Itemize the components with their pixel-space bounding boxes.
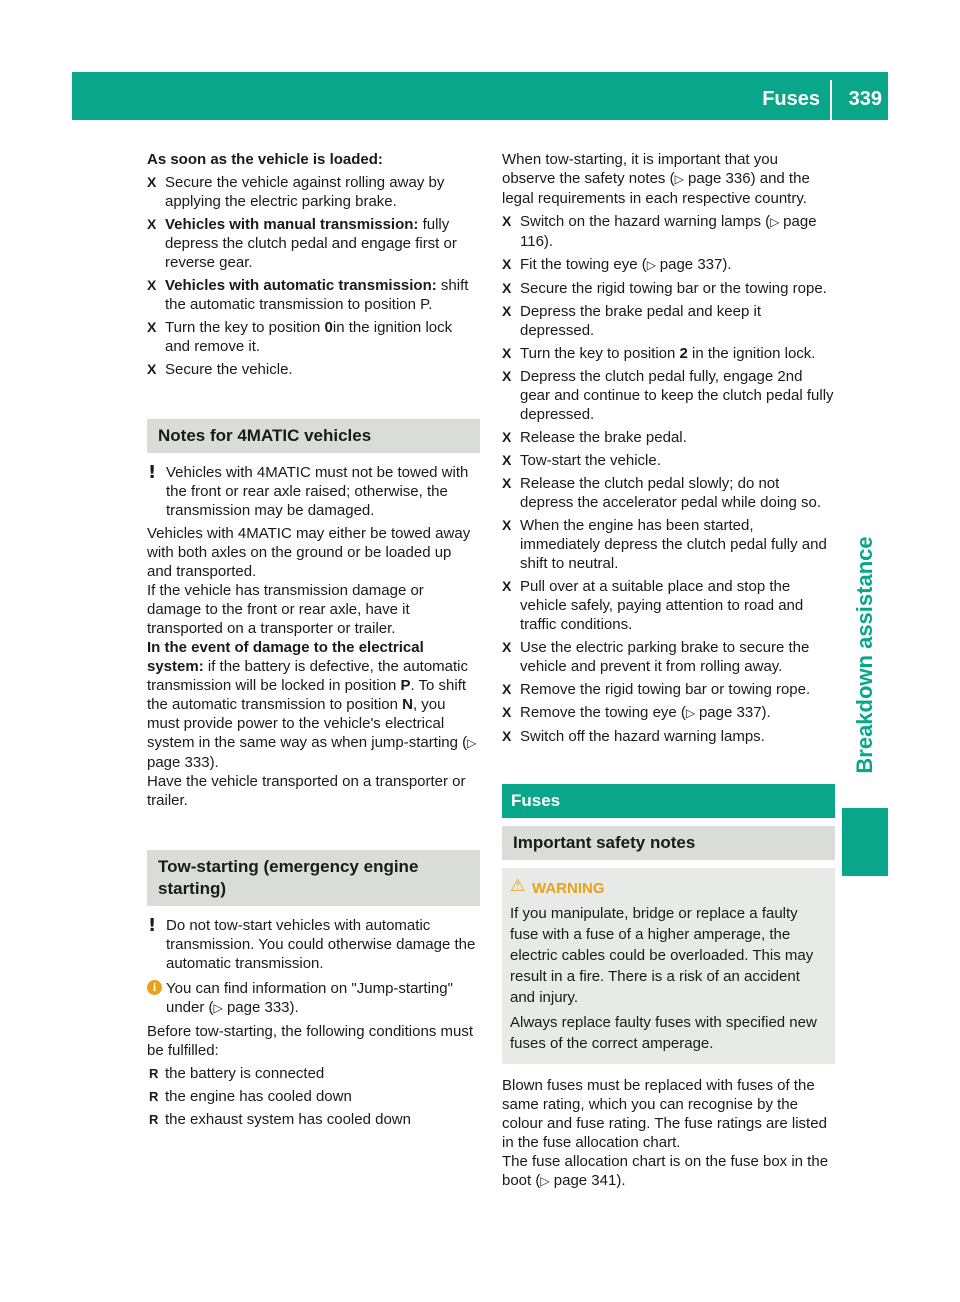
page-number: 339 (848, 88, 882, 110)
warning-title: ⚠ WARNING (510, 876, 605, 897)
step-arrow-icon: X (502, 429, 512, 445)
step-arrow-icon: X (147, 319, 157, 335)
warning-box (502, 868, 835, 1064)
page-reference-link[interactable]: page 337). (698, 704, 771, 721)
step-item: X Secure the rigid towing bar or the towing rope. (502, 280, 827, 297)
step-item: X Remove the towing eye (▷ page 337). (502, 704, 771, 721)
step-arrow-icon: X (502, 280, 512, 296)
step-item: X Depress the brake pedal and keep it depressed. (502, 303, 761, 339)
page-ref-arrow-icon: ▷ (646, 258, 660, 272)
tow-start-intro: When tow-starting, it is important that you observe the safety notes (▷ page 336) and the legal requirements in each respective country. (502, 151, 810, 207)
chapter-tab (842, 520, 888, 790)
step-item: X Secure the vehicle. (147, 361, 293, 378)
step-item: X Release the clutch pedal slowly; do not depress the accelerator pedal while doing so. (502, 475, 822, 511)
page-ref-arrow-icon: ▷ (674, 172, 684, 186)
step-item: X Turn the key to position 2 in the ignition lock. (502, 345, 816, 362)
paragraph-4matic-towing: Vehicles with 4MATIC may either be towed away with both axles on the ground or be loaded up and transported. (147, 525, 471, 580)
step-item: X Pull over at a suitable place and stop the vehicle safely, paying attention to road and traffic conditions. (502, 578, 804, 633)
step-item: X Switch off the hazard warning lamps. (502, 728, 765, 745)
chapter-tab-label: Breakdown assistance (852, 536, 877, 774)
page-reference-link[interactable]: page 337). (659, 256, 732, 273)
warning-text-replace: Always replace faulty fuses with specified new fuses of the correct amperage. (510, 1014, 817, 1052)
section-heading-4matic: Notes for 4MATIC vehicles (147, 419, 480, 453)
step-arrow-icon: X (502, 704, 512, 720)
bullet-marker-icon: R (149, 1089, 159, 1104)
exclamation-icon: ! (148, 915, 157, 936)
step-arrow-icon: X (502, 475, 512, 491)
condition-item: R the exhaust system has cooled down (149, 1111, 411, 1128)
page-ref-arrow-icon: ▷ (685, 706, 699, 720)
step-arrow-icon: X (502, 517, 512, 533)
section-heading-tow-starting: Tow-starting (emergency engine starting) (147, 850, 480, 906)
info-icon: i (147, 980, 162, 995)
step-arrow-icon: X (147, 277, 157, 293)
left-column (147, 150, 480, 1129)
right-column (502, 150, 835, 1191)
step-arrow-icon: X (502, 368, 512, 384)
bullet-marker-icon: R (149, 1112, 159, 1127)
step-item: X Release the brake pedal. (502, 429, 687, 446)
step-arrow-icon: X (502, 578, 512, 594)
conditions-intro: Before tow-starting, the following conditions must be fulfilled: (147, 1023, 473, 1059)
chapter-marker (842, 808, 888, 876)
step-item: X Use the electric parking brake to secure the vehicle and prevent it from rolling away. (502, 639, 810, 675)
step-arrow-icon: X (502, 213, 512, 229)
step-arrow-icon: X (502, 728, 512, 744)
step-item: X When the engine has been started, immediately depress the clutch pedal fully and shift to neutral. (502, 517, 827, 572)
page-reference-link[interactable]: page 336) and the legal requirements in each respective country. (502, 170, 810, 207)
step-arrow-icon: X (147, 216, 157, 232)
bullet-marker-icon: R (149, 1066, 159, 1081)
paragraph-blown-fuses: Blown fuses must be replaced with fuses of the same rating, which you can recognise by the colour and fuse rating. The fuse ratings are listed in the fuse allocation chart. (502, 1077, 827, 1151)
step-item: X Depress the clutch pedal fully, engage 2nd gear and continue to keep the clutch pedal fully depressed. (502, 368, 834, 423)
info-note-jump-starting: i You can find information on "Jump-starting" under (▷ page 333). (147, 979, 480, 1018)
step-item: X Vehicles with manual transmission: fully depress the clutch pedal and engage first or reverse gear. (147, 216, 457, 271)
caution-note-4matic: ! Vehicles with 4MATIC must not be towed with the front or rear axle raised; otherwise, the transmission may be damaged. (148, 462, 469, 519)
condition-item: R the engine has cooled down (149, 1088, 352, 1105)
page-ref-arrow-icon: ▷ (467, 736, 477, 750)
page-reference-link[interactable]: page 116). (520, 213, 817, 250)
section-heading-safety-notes: Important safety notes (502, 826, 835, 860)
tow-start-steps-list (502, 212, 835, 746)
step-item: X Remove the rigid towing bar or towing rope. (502, 681, 811, 698)
step-item: X Fit the towing eye (▷ page 337). (502, 256, 732, 273)
step-arrow-icon: X (502, 681, 512, 697)
step-arrow-icon: X (502, 345, 512, 361)
condition-item: R the battery is connected (149, 1065, 325, 1082)
warning-triangle-icon: ⚠ (510, 876, 526, 896)
step-arrow-icon: X (147, 361, 157, 377)
step-arrow-icon: X (147, 174, 157, 190)
page-reference-link[interactable]: page 333). (226, 999, 299, 1016)
section-heading-fuses: Fuses (502, 784, 835, 818)
paragraph-transport: Have the vehicle transported on a transporter or trailer. (147, 773, 466, 809)
paragraph-fuse-chart: The fuse allocation chart is on the fuse box in the boot (▷ page 341). (502, 1153, 829, 1189)
header-bar (72, 72, 888, 120)
conditions-list (147, 1064, 480, 1129)
paragraph-4matic-damage: If the vehicle has transmission damage or damage to the front or rear axle, have it transported on a transporter or trailer. (147, 582, 424, 637)
step-item: X Tow-start the vehicle. (502, 452, 661, 469)
step-arrow-icon: X (502, 639, 512, 655)
page-reference-link[interactable]: page 341). (553, 1172, 626, 1189)
header-divider (830, 80, 832, 120)
page-section-title: Fuses (762, 88, 820, 110)
page-ref-arrow-icon: ▷ (213, 1001, 223, 1015)
step-item: X Secure the vehicle against rolling away by applying the electric parking brake. (147, 174, 445, 210)
loaded-steps-list (147, 173, 480, 379)
page-ref-arrow-icon: ▷ (540, 1174, 550, 1188)
step-arrow-icon: X (502, 256, 512, 272)
warning-text: If you manipulate, bridge or replace a faulty fuse with a fuse of a higher amperage, the electric cables could be overloaded. This may result in a fire. There is a risk of an accident and injury. (510, 905, 814, 1006)
exclamation-icon: ! (148, 462, 157, 483)
loaded-heading: As soon as the vehicle is loaded: (147, 151, 383, 168)
step-item: X Vehicles with automatic transmission: shift the automatic transmission to position P. (147, 277, 469, 313)
step-arrow-icon: X (502, 452, 512, 468)
step-item: X Switch on the hazard warning lamps (▷ page 116). (502, 213, 817, 250)
page-ref-arrow-icon: ▷ (770, 215, 784, 229)
page-reference-link[interactable]: page 333). (147, 754, 219, 771)
paragraph-electrical-damage: In the event of damage to the electrical system: if the battery is defective, the automatic transmission will be locked in position P. To shift the automatic transmission to position N, you must provide power to the vehicle's electrical system in the same way as when jump-starting (▷ page 333). (147, 639, 477, 771)
step-item: X Turn the key to position 0in the ignition lock and remove it. (147, 319, 453, 355)
caution-note-tow-starting: ! Do not tow-start vehicles with automatic transmission. You could otherwise damage the automatic transmission. (148, 915, 476, 972)
step-arrow-icon: X (502, 303, 512, 319)
